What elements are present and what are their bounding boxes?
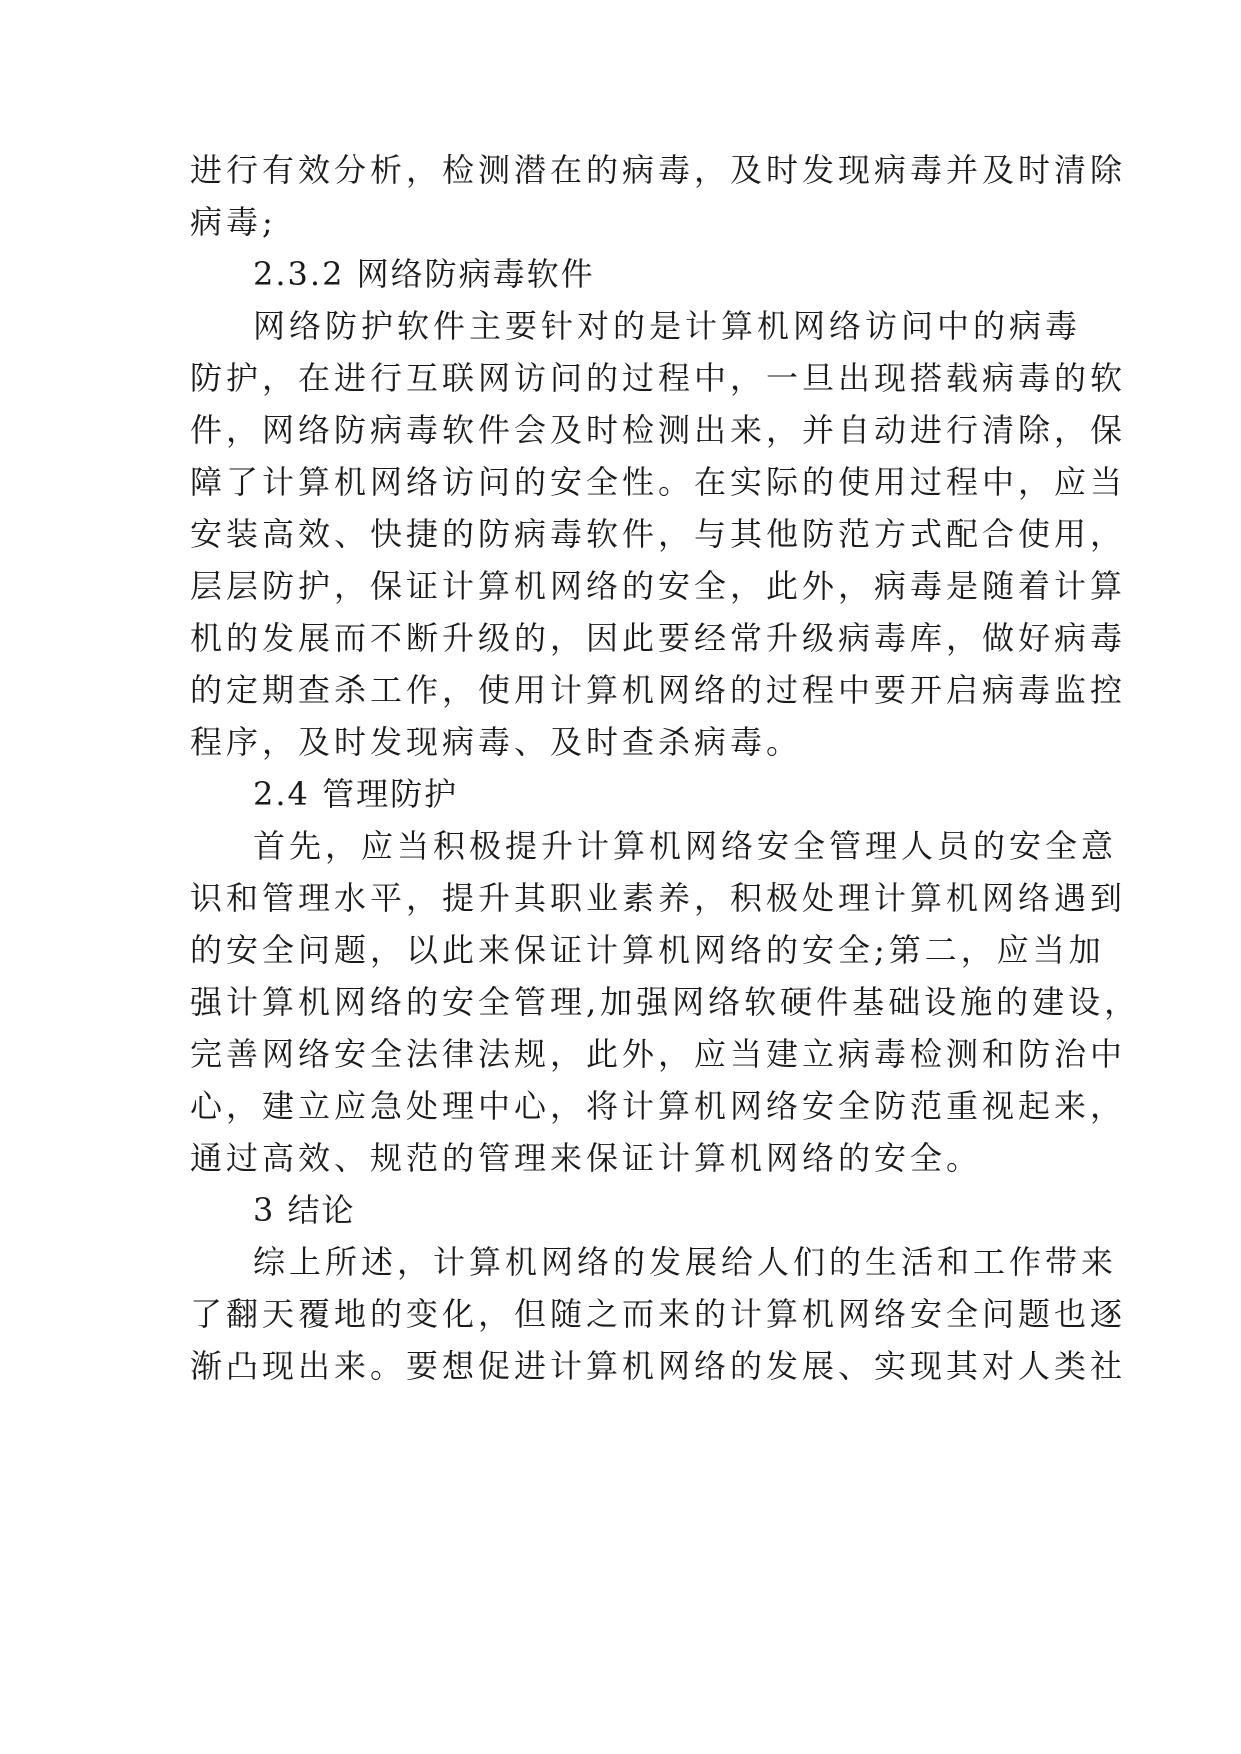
body-text-line: 件，网络防病毒软件会及时检测出来，并自动进行清除，保 (190, 411, 1127, 449)
paragraph-first-line: 综上所述，计算机网络的发展给人们的生活和工作带来 (253, 1243, 1118, 1281)
section-heading-3: 3 结论 (253, 1191, 356, 1229)
body-text-line: 渐凸现出来。要想促进计算机网络的发展、实现其对人类社 (190, 1347, 1127, 1385)
body-text-line: 识和管理水平，提升其职业素养，积极处理计算机网络遇到 (190, 879, 1127, 917)
body-text-line: 的安全问题，以此来保证计算机网络的安全;第二，应当加 (190, 931, 1105, 969)
body-text-line: 防护，在进行互联网访问的过程中，一旦出现搭载病毒的软 (190, 359, 1127, 397)
body-text-line: 安装高效、快捷的防病毒软件，与其他防范方式配合使用， (190, 515, 1127, 553)
body-text-line: 障了计算机网络访问的安全性。在实际的使用过程中，应当 (190, 463, 1127, 501)
body-text-line: 通过高效、规范的管理来保证计算机网络的安全。 (190, 1139, 983, 1177)
body-text-line: 了翻天覆地的变化，但随之而来的计算机网络安全问题也逐 (190, 1295, 1127, 1333)
paragraph-first-line: 首先，应当积极提升计算机网络安全管理人员的安全意 (253, 827, 1118, 865)
body-text-line: 病毒; (190, 203, 277, 241)
body-text-line: 心，建立应急处理中心，将计算机网络安全防范重视起来， (190, 1087, 1127, 1125)
body-text-line: 完善网络安全法律法规，此外，应当建立病毒检测和防治中 (190, 1035, 1127, 1073)
body-text-line: 进行有效分析，检测潜在的病毒，及时发现病毒并及时清除 (190, 151, 1127, 189)
section-heading-2-4: 2.4 管理防护 (253, 775, 459, 813)
body-text-line: 程序，及时发现病毒、及时查杀病毒。 (190, 723, 803, 761)
body-text-line: 强计算机网络的安全管理,加强网络软硬件基础设施的建设， (190, 983, 1141, 1021)
body-text-line: 的定期查杀工作，使用计算机网络的过程中要开启病毒监控 (190, 671, 1127, 709)
paragraph-first-line: 网络防护软件主要针对的是计算机网络访问中的病毒 (253, 307, 1082, 345)
body-text-line: 机的发展而不断升级的，因此要经常升级病毒库，做好病毒 (190, 619, 1127, 657)
section-heading-2-3-2: 2.3.2 网络防病毒软件 (253, 255, 595, 293)
body-text-line: 层层防护，保证计算机网络的安全，此外，病毒是随着计算 (190, 567, 1127, 605)
